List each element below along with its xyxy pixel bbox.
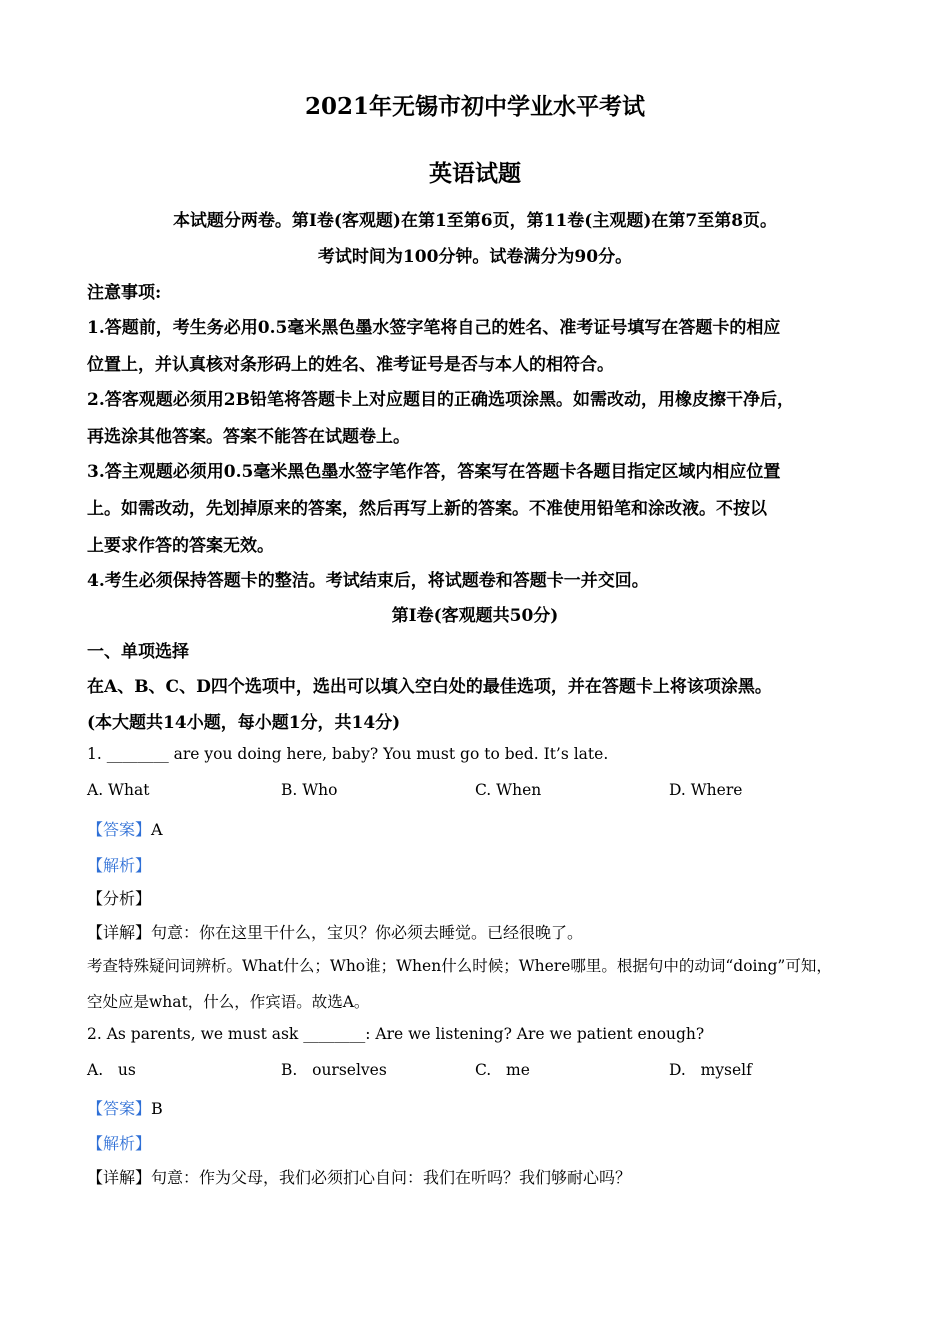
explanation-line: 空处应是what，什么，作宾语。故选A。 [87, 993, 370, 1011]
fenxi-tag: 【分析】 [87, 889, 152, 908]
answer-line [87, 817, 163, 840]
option-c: C. When [475, 781, 542, 799]
question-2 [87, 1025, 704, 1043]
option-a: A. What [87, 781, 150, 799]
question-text: As parents, we must ask ________: Are we listening? Are we patient enough? [101, 1025, 705, 1043]
question-1 [87, 745, 608, 763]
section-score-note: (本大题共14小题，每小题1分，共14分) [87, 713, 401, 733]
analysis-tag: 【解析】 [87, 1134, 152, 1153]
notes-line: 上。如需改动，先划掉原来的答案，然后再写上新的答案。不准使用铅笔和涂改液。不按以 [87, 499, 767, 519]
section-instruction: 在A、B、C、D四个选项中，选出可以填入空白处的最佳选项，并在答题卡上将该项涂黑。 [87, 677, 772, 697]
part-heading: 一、单项选择 [87, 642, 189, 662]
answer-tag: 【答案】 [87, 820, 152, 839]
detail-tag: 【详解】 [87, 1168, 152, 1187]
analysis-tag: 【解析】 [87, 856, 152, 875]
notes-heading: 注意事项: [87, 283, 162, 303]
answer-line [87, 1096, 163, 1119]
detail-line [87, 1165, 631, 1188]
option-a: A. us [87, 1061, 136, 1079]
notes-line: 2.答客观题必须用2B铅笔将答题卡上对应题目的正确选项涂黑。如需改动，用橡皮擦干净后， [87, 390, 794, 410]
option-b: B. ourselves [281, 1061, 387, 1079]
answer-value: A [151, 820, 163, 839]
notes-line: 上要求作答的答案无效。 [87, 536, 274, 556]
question-number: 1. [87, 745, 102, 763]
option-c: C. me [475, 1061, 530, 1079]
notes-line: 1.答题前，考生务必用0.5毫米黑色墨水签字笔将自己的姓名、准考证号填写在答题卡的相应 [87, 318, 781, 338]
detail-text: 句意：作为父母，我们必须扪心自问：我们在听吗？我们够耐心吗？ [151, 1168, 632, 1187]
intro-line-2: 考试时间为100分钟。试卷满分为90分。 [317, 247, 633, 267]
detail-tag: 【详解】 [87, 923, 152, 942]
question-text: ________ are you doing here, baby? You must go to bed. It’s late. [101, 745, 609, 763]
explanation-line: 考查特殊疑问词辨析。What什么；Who谁；When什么时候；Where哪里。根据句中的动词“doing”可知， [87, 957, 832, 975]
notes-line: 位置上，并认真核对条形码上的姓名、准考证号是否与本人的相符合。 [87, 355, 614, 375]
detail-line [87, 920, 583, 943]
question-number: 2. [87, 1025, 102, 1043]
option-d: D. myself [669, 1061, 752, 1079]
answer-tag: 【答案】 [87, 1099, 152, 1118]
detail-text: 句意：你在这里干什么，宝贝？你必须去睡觉。已经很晚了。 [151, 923, 584, 942]
intro-line-1: 本试题分两卷。第I卷(客观题)在第1至第6页，第11卷(主观题)在第7至第8页。 [172, 211, 778, 231]
notes-line: 3.答主观题必须用0.5毫米黑色墨水签字笔作答，答案写在答题卡各题目指定区域内相应位置 [87, 462, 781, 482]
option-d: D. Where [669, 781, 743, 799]
notes-line: 再选涂其他答案。答案不能答在试题卷上。 [87, 427, 410, 447]
answer-value: B [151, 1099, 163, 1118]
notes-line: 4.考生必须保持答题卡的整洁。考试结束后，将试题卷和答题卡一并交回。 [87, 571, 649, 591]
section-title: 第I卷(客观题共50分) [391, 606, 559, 626]
option-b: B. Who [281, 781, 338, 799]
page-subtitle: 英语试题 [429, 160, 521, 187]
page-title: 2021年无锡市初中学业水平考试 [304, 93, 645, 120]
